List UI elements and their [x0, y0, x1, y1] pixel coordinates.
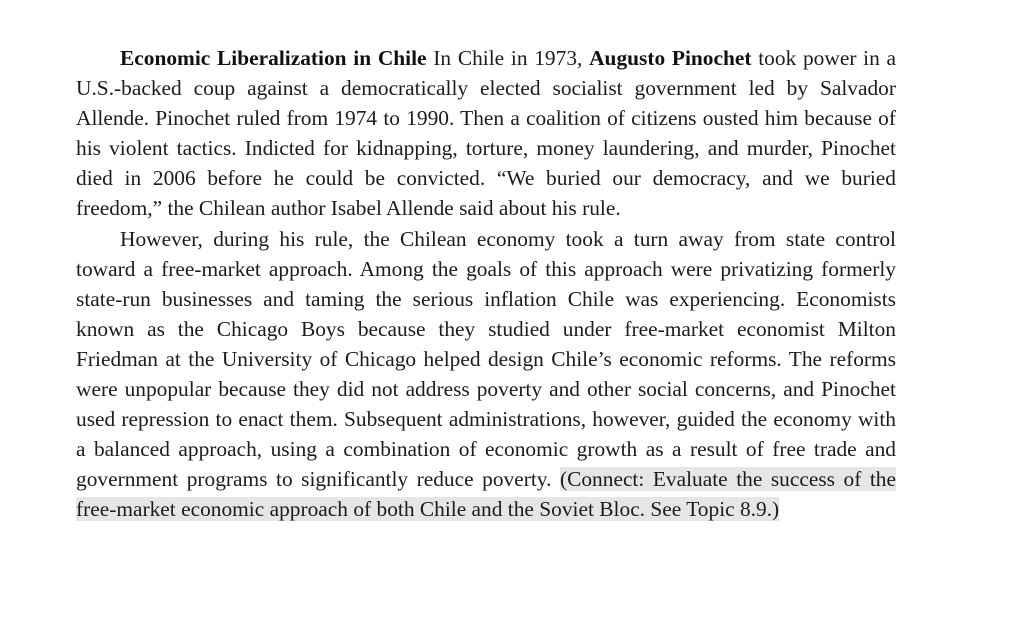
- document-page: [76, 43, 896, 525]
- section-heading: Economic Liberalization in Chile: [120, 46, 427, 70]
- paragraph-body-text: took power in a U.S.-backed coup against a democratically elected socialist government led by Salvador Allende. Pinochet ruled from 1974 to 1990. Then a coalition of citizens ousted him because of his violent tactics. Indicted for kidnapping, torture, money laundering, and murder, Pinochet died in 2006 before he could be convicted. “We buried our democracy, and we buried freedom,” the Chilean author Isabel Allende said about his rule.: [76, 46, 897, 221]
- cut-off-next-line: [118, 619, 818, 628]
- paragraph-intro-text: In Chile in 1973,: [426, 46, 590, 70]
- paragraph-body-text: However, during his rule, the Chilean economy took a turn away from state control toward a free-market approach. Among the goals of this approach were privatizing formerly state-run businesses and taming the serious inflation Chile was experiencing. Economists known as the Chicago Boys because they studied under free-market economist Milton Friedman at the University of Chicago helped design Chile’s economic reforms. The reforms were unpopular because they did not address poverty and other social concerns, and Pinochet used repression to enact them. Subsequent administrations, however, guided the economy with a balanced approach, using a combination of economic growth as a result of free trade and government programs to significantly reduce poverty.: [76, 226, 896, 492]
- connect-note-highlight: (Connect: Evaluate the success of the free-market economic approach of both Chile and the Soviet Bloc. See Topic 8.9.): [76, 467, 896, 522]
- paragraph-economy: [76, 224, 896, 525]
- key-term-person: Augusto Pinochet: [589, 46, 752, 70]
- paragraph-pinochet: [76, 43, 896, 224]
